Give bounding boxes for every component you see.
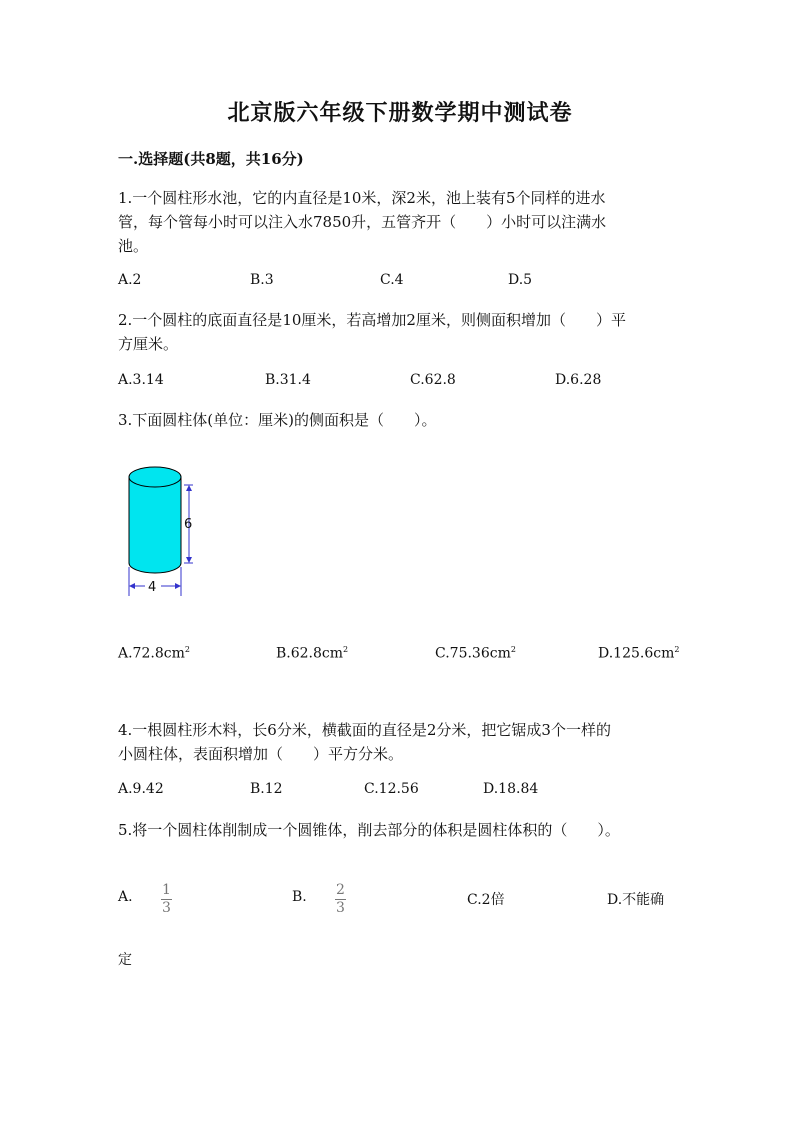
q3-option-a-text: A.72.8cm: [118, 645, 185, 662]
diameter-label: 4: [148, 580, 157, 595]
q4-line-1: 4.一根圆柱形木料，长6分米，横截面的直径是2分米，把它锯成3个一样的: [118, 721, 611, 739]
q1-option-d: D.5: [508, 272, 533, 288]
diameter-arrow-right: [175, 583, 181, 589]
q5-option-b-denominator: 3: [336, 900, 345, 916]
q5-option-c: C.2倍: [467, 892, 505, 908]
cylinder-top: [129, 467, 181, 487]
q5-option-a-denominator: 3: [162, 900, 171, 916]
q1-line-1: 1.一个圆柱形水池，它的内直径是10米，深2米，池上装有5个同样的进水: [118, 189, 606, 207]
q2-option-c: C.62.8: [410, 372, 456, 388]
q3-line-1: 3.下面圆柱体(单位：厘米)的侧面积是（ ）。: [118, 411, 437, 429]
q2-line-1: 2.一个圆柱的底面直径是10厘米，若高增加2厘米，则侧面积增加（ ）平: [118, 311, 626, 329]
cylinder-figure: [115, 455, 215, 605]
q1-line-2: 管，每个管每小时可以注入水7850升，五管齐开（ ）小时可以注满水: [118, 213, 607, 231]
q3-option-c-text: C.75.36cm: [435, 645, 511, 662]
height-arrow-down: [186, 557, 192, 563]
section-heading: 一.选择题(共8题，共16分): [118, 150, 304, 168]
q5-line-1: 5.将一个圆柱体削制成一个圆锥体，削去部分的体积是圆柱体积的（ ）。: [118, 821, 620, 839]
q3-option-b: [276, 645, 348, 662]
q3-option-d-text: D.125.6cm: [598, 645, 675, 662]
q3-option-a: [118, 645, 190, 662]
q3-option-b-sup: 2: [343, 645, 349, 654]
q3-option-d: [598, 645, 679, 662]
q3-option-c: [435, 645, 516, 662]
q2-option-b: B.31.4: [265, 372, 311, 388]
height-arrow-up: [186, 485, 192, 491]
page-title: 北京版六年级下册数学期中测试卷: [227, 100, 573, 126]
q2-line-2: 方厘米。: [118, 335, 179, 353]
q3-option-b-text: B.62.8cm: [276, 645, 344, 662]
q4-option-c: C.12.56: [364, 781, 419, 797]
q3-option-a-sup: 2: [184, 645, 190, 654]
q4-option-d: D.18.84: [483, 781, 539, 797]
cylinder-body: [129, 477, 181, 573]
q1-option-b: B.3: [250, 272, 274, 288]
q1-option-a: A.2: [118, 272, 142, 288]
q5-option-d-continuation: 定: [118, 952, 132, 968]
q1-option-c: C.4: [380, 272, 404, 288]
q5-option-a-label: A.: [118, 889, 133, 905]
q4-line-2: 小圆柱体，表面积增加（ ）平方分米。: [118, 745, 404, 763]
q5-option-a-fraction: [161, 880, 172, 916]
q1-line-3: 池。: [118, 237, 149, 255]
q4-option-a: A.9.42: [118, 781, 164, 797]
height-label: 6: [184, 517, 193, 532]
q2-option-a: A.3.14: [118, 372, 164, 388]
q3-option-d-sup: 2: [674, 645, 680, 654]
q5-option-b-label: B.: [292, 889, 307, 905]
q2-option-d: D.6.28: [555, 372, 602, 388]
q5-option-a-numerator: 1: [162, 882, 171, 898]
q4-option-b: B.12: [250, 781, 283, 797]
q3-option-c-sup: 2: [510, 645, 516, 654]
q5-option-b-fraction: [335, 880, 346, 916]
q5-option-d: D.不能确: [607, 892, 665, 908]
q5-option-b-numerator: 2: [336, 882, 345, 898]
diameter-arrow-left: [129, 583, 135, 589]
